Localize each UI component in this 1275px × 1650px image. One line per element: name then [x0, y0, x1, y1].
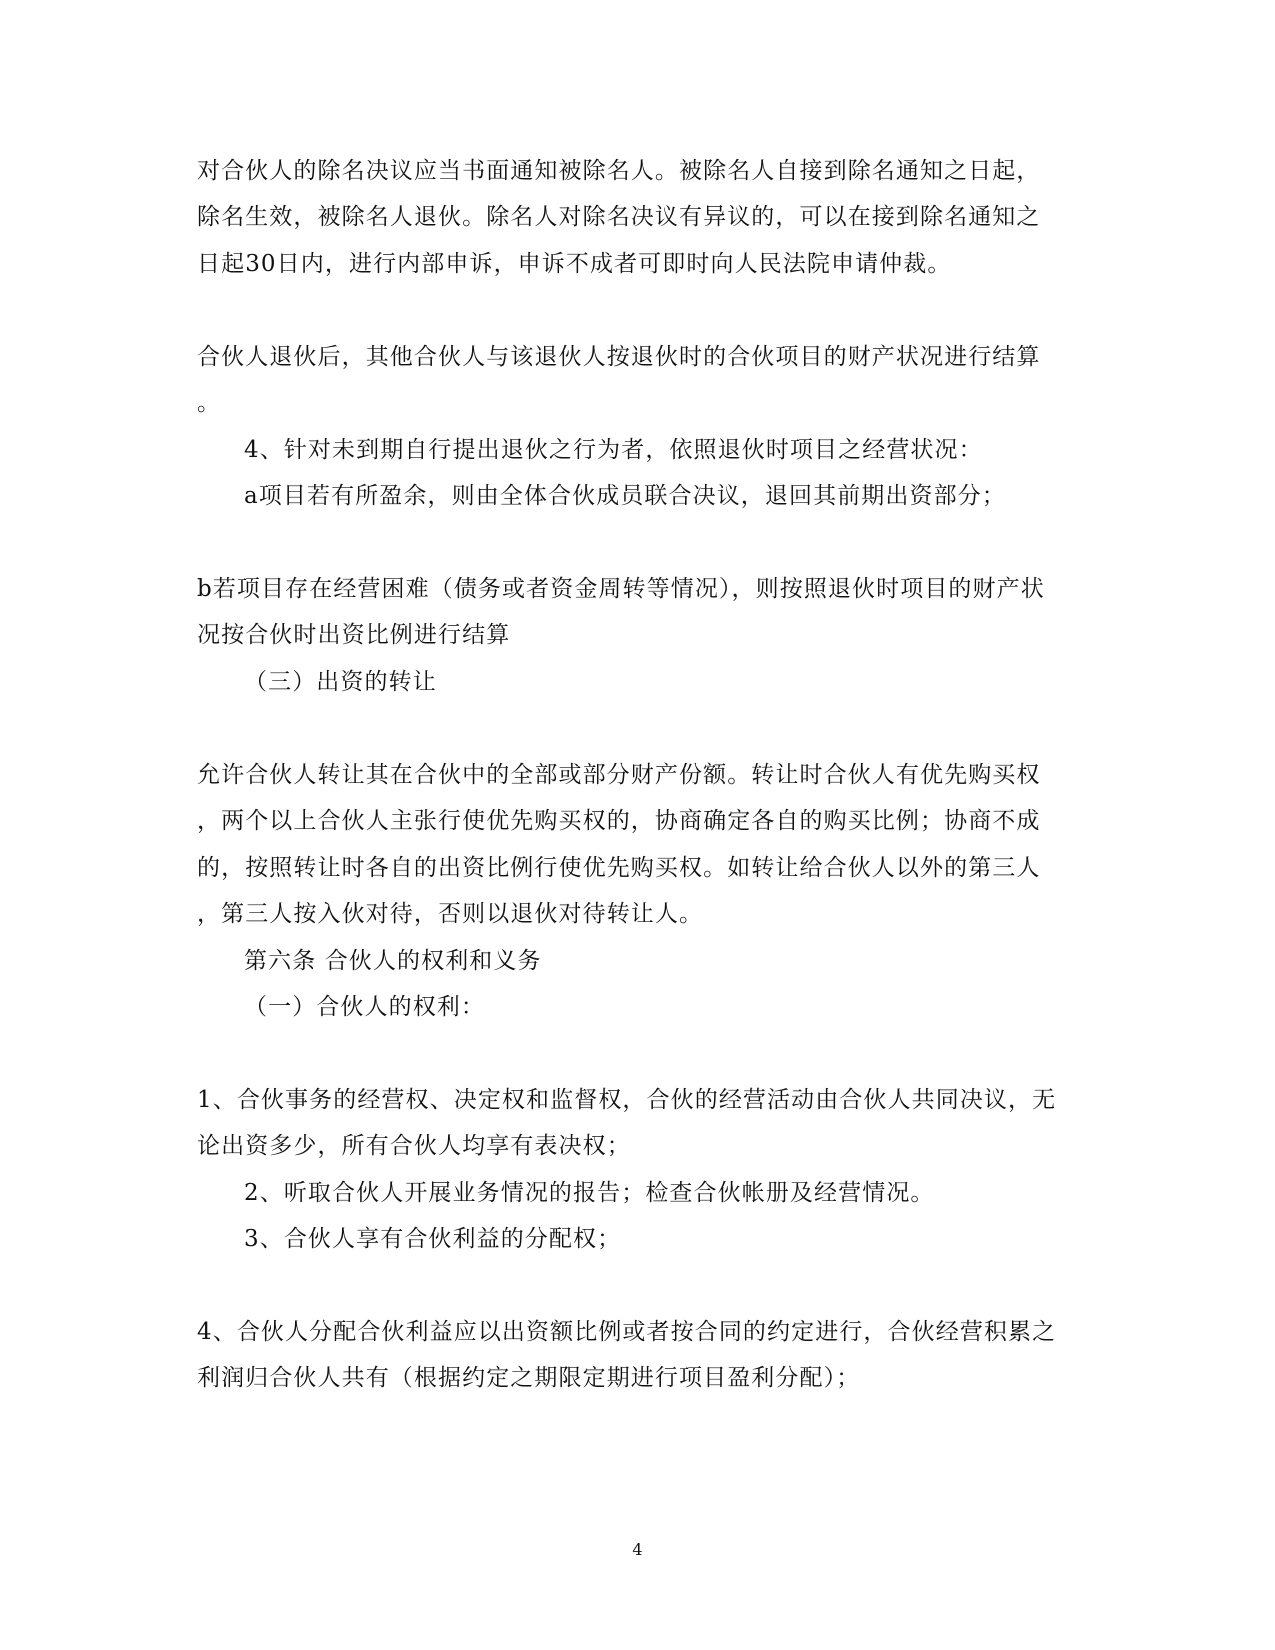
text-line: a项目若有所盈余，则由全体合伙成员联合决议，退回其前期出资部分；: [244, 483, 1006, 509]
text-line: 合伙人退伙后，其他合伙人与该退伙人按退伙时的合伙项目的财产状况进行结算: [197, 344, 1041, 370]
text-line: 日起30日内，进行内部申诉，申诉不成者可即时向人民法院申请仲裁。: [197, 251, 952, 277]
text-line: 利润归合伙人共有（根据约定之期限定期进行项目盈利分配）；: [197, 1365, 861, 1391]
section-heading: （三）出资的转让: [244, 669, 437, 695]
text-line: 2、听取合伙人开展业务情况的报告；检查合伙帐册及经营情况。: [244, 1180, 935, 1206]
text-line: 对合伙人的除名决议应当书面通知被除名人。被除名人自接到除名通知之日起，: [197, 158, 1041, 184]
text-line: 4、合伙人分配合伙利益应以出资额比例或者按合同的约定进行，合伙经营积累之: [197, 1319, 1057, 1345]
text-line: 除名生效，被除名人退伙。除名人对除名决议有异议的，可以在接到除名通知之: [197, 204, 1041, 230]
text-line: 。: [197, 390, 222, 416]
text-line: 况按合伙时出资比例进行结算: [197, 622, 511, 648]
page-number: 4: [632, 1540, 643, 1559]
article-heading: 第六条 合伙人的权利和义务: [244, 948, 542, 974]
text-line: 的，按照转让时各自的出资比例行使优先购买权。如转让给合伙人以外的第三人: [197, 855, 1041, 881]
section-heading: （一）合伙人的权利：: [244, 994, 485, 1020]
text-line: ，第三人按入伙对待，否则以退伙对待转让人。: [197, 901, 704, 927]
text-line: 1、合伙事务的经营权、决定权和监督权，合伙的经营活动由合伙人共同决议，无: [197, 1087, 1057, 1113]
text-line: 允许合伙人转让其在合伙中的全部或部分财产份额。转让时合伙人有优先购买权: [197, 762, 1041, 788]
text-line: 论出资多少，所有合伙人均享有表决权；: [197, 1133, 631, 1159]
text-line: 4、针对未到期自行提出退伙之行为者，依照退伙时项目之经营状况：: [244, 437, 983, 463]
text-line: 3、合伙人享有合伙利益的分配权；: [244, 1226, 622, 1252]
text-line: b若项目存在经营困难（债务或者资金周转等情况），则按照退伙时项目的财产状: [197, 576, 1045, 602]
text-line: ，两个以上合伙人主张行使优先购买权的，协商确定各自的购买比例；协商不成: [197, 808, 1041, 834]
